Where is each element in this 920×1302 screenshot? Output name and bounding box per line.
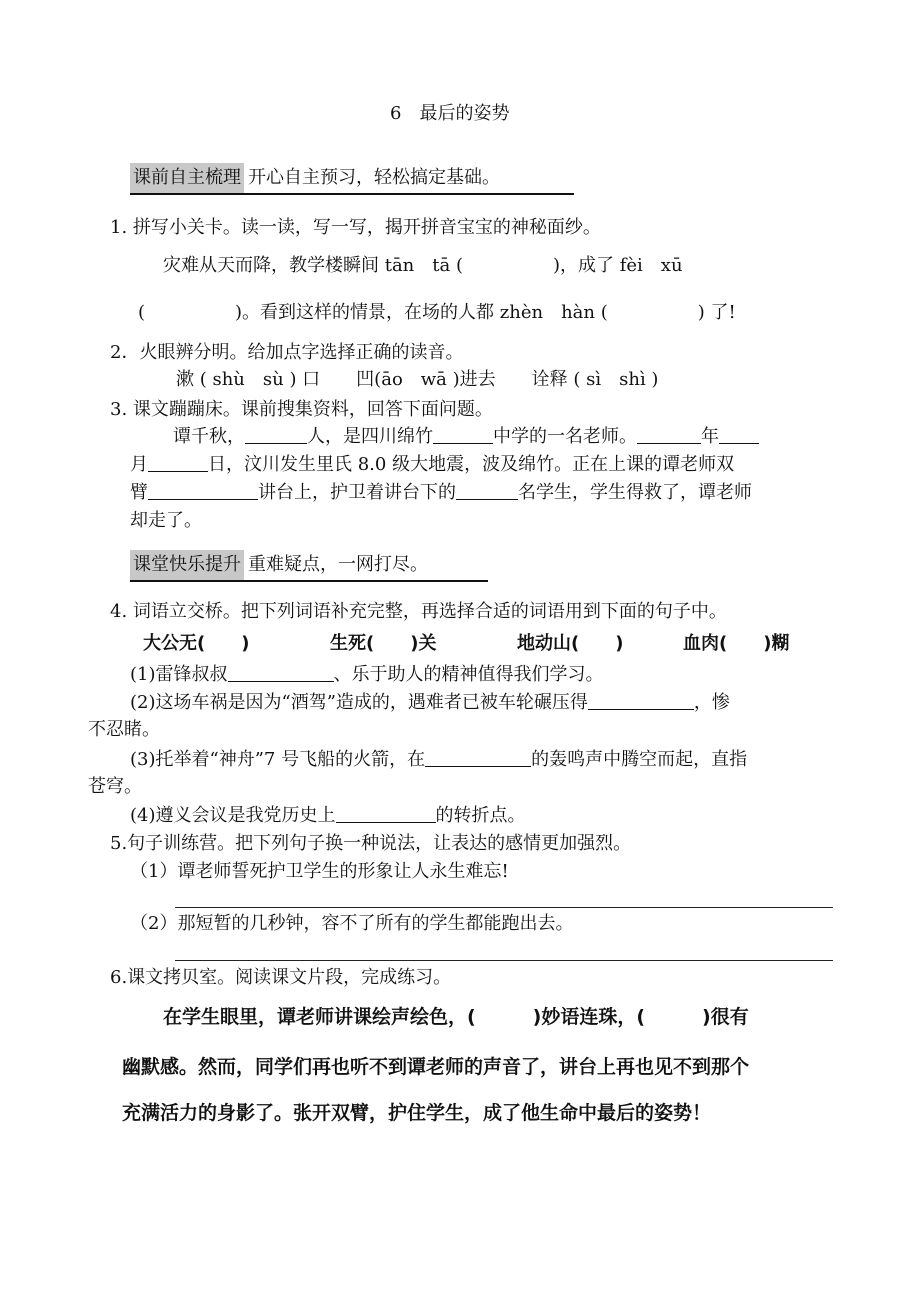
question-3-heading: 3. 课文蹦蹦床。课前搜集资料，回答下面问题。 <box>110 399 493 420</box>
section-header-class <box>130 550 432 580</box>
question-2-heading: 2．火眼辨分明。给加点字选择正确的读音。 <box>110 342 464 363</box>
question-3-line: 谭千秋， 人，是四川绵竹 中学的一名老师。 年 <box>173 425 759 449</box>
answer-line <box>175 960 833 961</box>
word-item: 大公无( ) <box>143 633 250 654</box>
section-tag: 课前自主梳理 <box>130 163 244 193</box>
section-header-preview <box>130 163 504 193</box>
passage-line: 幽默感。然而，同学们再也听不到谭老师的声音了，讲台上再也见不到那个 <box>122 1056 750 1078</box>
sentence-1: (1)雷锋叔叔 、乐于助人的精神值得我们学习。 <box>130 664 604 685</box>
sentence-2-cont: 不忍睹。 <box>88 719 160 740</box>
sentence-3-cont: 苍穹。 <box>88 776 142 797</box>
section-tag: 课堂快乐提升 <box>130 550 244 580</box>
question-1-line: ( )。看到这样的情景，在场的人都 zhèn hàn ( ) 了! <box>138 302 736 323</box>
passage-line: 在学生眼里，谭老师讲课绘声绘色，( )妙语连珠，( )很有 <box>163 1006 749 1028</box>
question-3-line: 臂 讲台上，护卫着讲台下的 名学生，学生得救了，谭老师 <box>130 482 752 503</box>
question-5-item: （2）那短暂的几秒钟，容不了所有的学生都能跑出去。 <box>130 913 574 934</box>
page-title: 6 最后的姿势 <box>390 103 510 124</box>
sentence-4: (4)遵义会议是我党历史上 的转折点。 <box>130 805 526 826</box>
question-5-item: （1）谭老师誓死护卫学生的形象让人永生难忘! <box>130 861 509 882</box>
sentence-2: (2)这场车祸是因为“酒驾”造成的，遇难者已被车轮碾压得 ，惨 <box>130 692 730 713</box>
passage-line: 充满活力的身影了。张开双臂，护住学生，成了他生命中最后的姿势！ <box>122 1102 712 1124</box>
word-item: 生死( )关 <box>330 633 437 654</box>
question-3-line: 月 日，汶川发生里氏 8.0 级大地震，波及绵竹。正在上课的谭老师双 <box>130 454 735 475</box>
section-subtitle: 重难疑点，一网打尽。 <box>248 554 428 575</box>
section-subtitle: 开心自主预习，轻松搞定基础。 <box>248 167 500 188</box>
question-3-line: 却走了。 <box>130 510 202 531</box>
sentence-3: (3)托举着“神舟”7 号飞船的火箭，在 的轰鸣声中腾空而起，直指 <box>130 749 748 770</box>
word-item: 地动山( ) <box>517 633 624 654</box>
question-4-heading: 4. 词语立交桥。把下列词语补充完整，再选择合适的词语用到下面的句子中。 <box>110 601 727 622</box>
question-5-heading: 5.句子训练营。把下列句子换一种说法，让表达的感情更加强烈。 <box>110 833 632 854</box>
answer-line <box>175 907 833 908</box>
question-6-heading: 6.课文拷贝室。阅读课文片段，完成练习。 <box>110 967 452 988</box>
question-2-line: 漱 ( shù sù ) 口 凹(āo wā )进去 诠释 ( sì shì ) <box>176 369 659 390</box>
question-1-heading: 1. 拼写小关卡。读一读，写一写，揭开拼音宝宝的神秘面纱。 <box>110 217 601 238</box>
question-1-line: 灾难从天而降，教学楼瞬间 tān tā ( )，成了 fèi xū <box>163 255 683 276</box>
word-item: 血肉( )糊 <box>683 633 790 654</box>
